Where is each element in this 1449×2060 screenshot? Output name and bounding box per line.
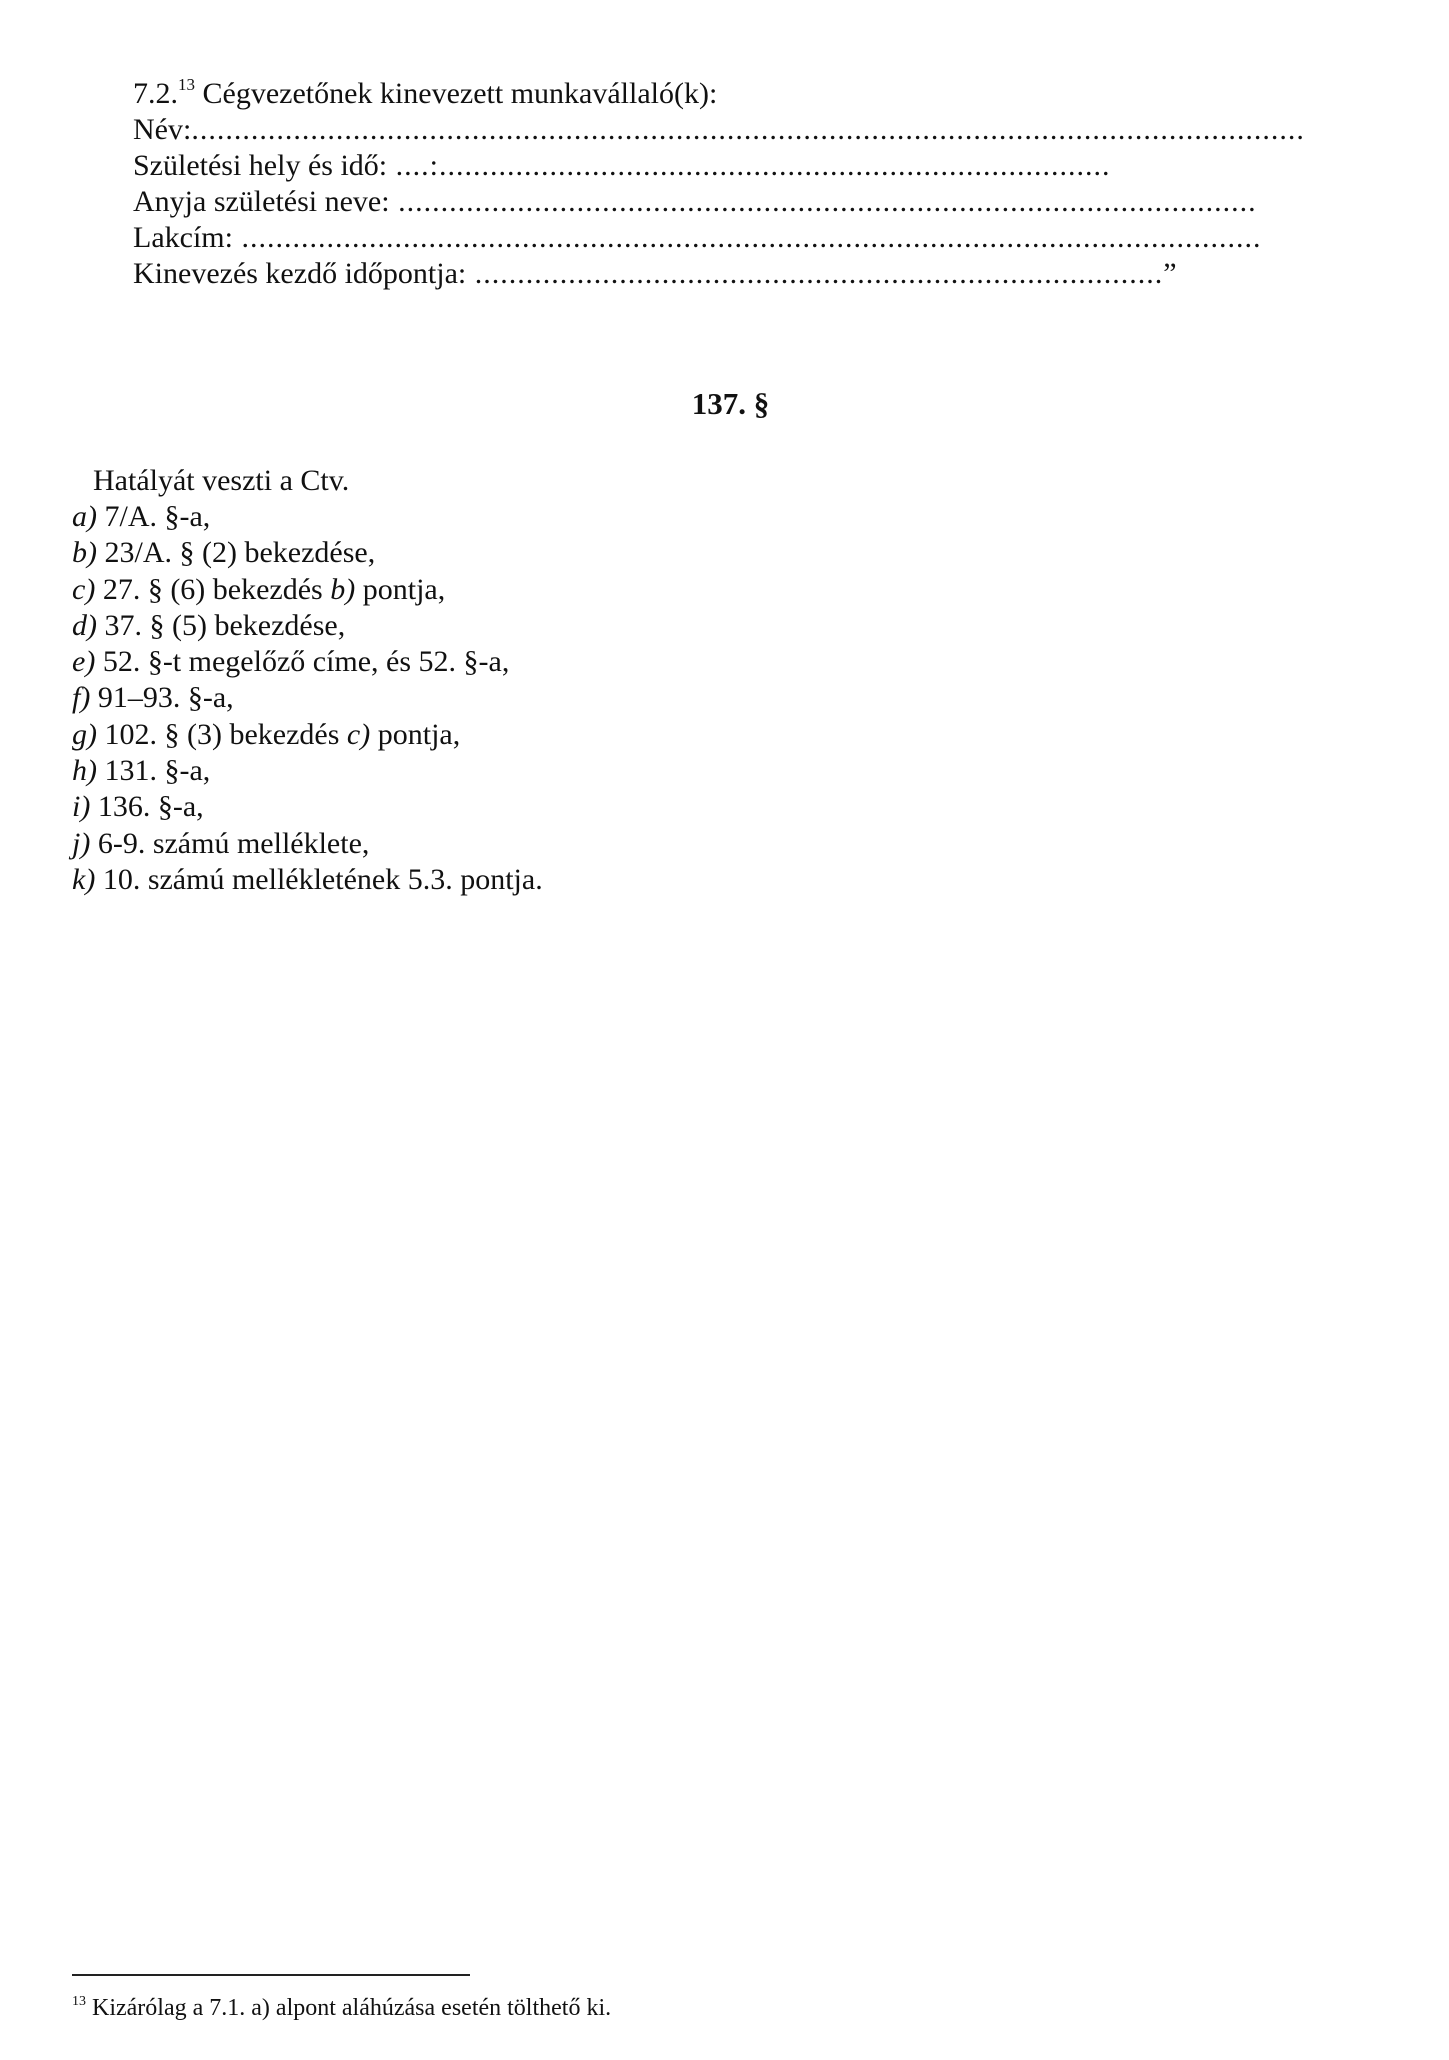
form-field-birth bbox=[133, 148, 1333, 184]
form-field-label: Lakcím: bbox=[133, 221, 233, 254]
form-field-blank: ..................................................................................................... bbox=[389, 185, 1257, 218]
item-text: 91–93. §-a, bbox=[97, 681, 234, 715]
item-marker: h) bbox=[72, 754, 97, 788]
item-marker: e) bbox=[72, 645, 96, 679]
footnote-divider bbox=[72, 1974, 470, 1976]
section-intro: Hatályát veszti a Ctv. bbox=[93, 464, 350, 497]
form-heading-text: Cégvezetőnek kinevezett munkavállaló(k): bbox=[202, 77, 718, 110]
appointee-form bbox=[133, 76, 1333, 292]
item-text: 10. számú mellékletének 5.3. pontja. bbox=[102, 862, 543, 896]
list-item bbox=[72, 717, 543, 753]
item-marker: i) bbox=[72, 790, 91, 824]
list-item bbox=[72, 644, 543, 680]
form-heading bbox=[133, 76, 1333, 112]
item-marker: j) bbox=[72, 826, 91, 860]
form-number: 7.2. bbox=[133, 77, 178, 110]
item-marker: g) bbox=[72, 717, 97, 751]
item-marker: b) bbox=[72, 536, 97, 570]
footnote bbox=[72, 1993, 611, 2023]
item-marker: c) bbox=[72, 572, 96, 606]
item-text-end: pontja, bbox=[370, 717, 461, 751]
form-field-start-date bbox=[133, 256, 1333, 292]
item-marker: k) bbox=[72, 862, 96, 896]
item-text: 37. § (5) bekezdése, bbox=[104, 608, 346, 642]
form-field-blank: .................................................................................” bbox=[466, 257, 1178, 290]
item-text: 6-9. számú melléklete, bbox=[97, 826, 370, 860]
item-text: 131. §-a, bbox=[104, 754, 211, 788]
list-item bbox=[72, 753, 543, 789]
list-item bbox=[72, 789, 543, 825]
form-field-label: Kinevezés kezdő időpontja: bbox=[133, 257, 467, 290]
form-field-label: Név: bbox=[133, 113, 192, 146]
footnote-number: 13 bbox=[72, 1994, 86, 2009]
item-emphasis: c) bbox=[346, 717, 371, 751]
form-field-address bbox=[133, 220, 1333, 256]
section-title: 137. § bbox=[691, 386, 770, 421]
list-item bbox=[72, 535, 543, 571]
form-field-label: Születési hely és idő: bbox=[133, 149, 388, 182]
footnote-reference: 13 bbox=[178, 76, 195, 94]
item-marker: f) bbox=[72, 681, 91, 715]
item-text: 102. § (3) bekezdés bbox=[104, 717, 347, 751]
list-item bbox=[72, 862, 543, 898]
form-field-blank: ....:............................................................................... bbox=[387, 149, 1111, 182]
item-text: 23/A. § (2) bekezdése, bbox=[104, 536, 376, 570]
form-field-label: Anyja születési neve: bbox=[133, 185, 390, 218]
repeal-list bbox=[72, 499, 543, 898]
item-emphasis: b) bbox=[330, 572, 356, 606]
list-item bbox=[72, 499, 543, 535]
form-field-name bbox=[133, 112, 1333, 148]
form-field-blank: ................................................................................................................................... bbox=[191, 113, 1305, 146]
item-text: 27. § (6) bekezdés bbox=[102, 572, 331, 606]
item-marker: d) bbox=[72, 608, 97, 642]
list-item bbox=[72, 572, 543, 608]
form-field-blank: ........................................................................................................................ bbox=[232, 221, 1262, 254]
item-text: 52. §-t megelőző címe, és 52. §-a, bbox=[102, 645, 510, 679]
item-marker: a) bbox=[72, 500, 97, 533]
list-item bbox=[72, 826, 543, 862]
list-item bbox=[72, 680, 543, 716]
list-item bbox=[72, 608, 543, 644]
form-field-mother-name bbox=[133, 184, 1333, 220]
footnote-text: Kizárólag a 7.1. a) alpont aláhúzása esetén tölthető ki. bbox=[92, 1995, 612, 2021]
item-text-end: pontja, bbox=[355, 572, 446, 606]
item-text: 7/A. §-a, bbox=[104, 500, 211, 533]
item-text: 136. §-a, bbox=[97, 790, 204, 824]
